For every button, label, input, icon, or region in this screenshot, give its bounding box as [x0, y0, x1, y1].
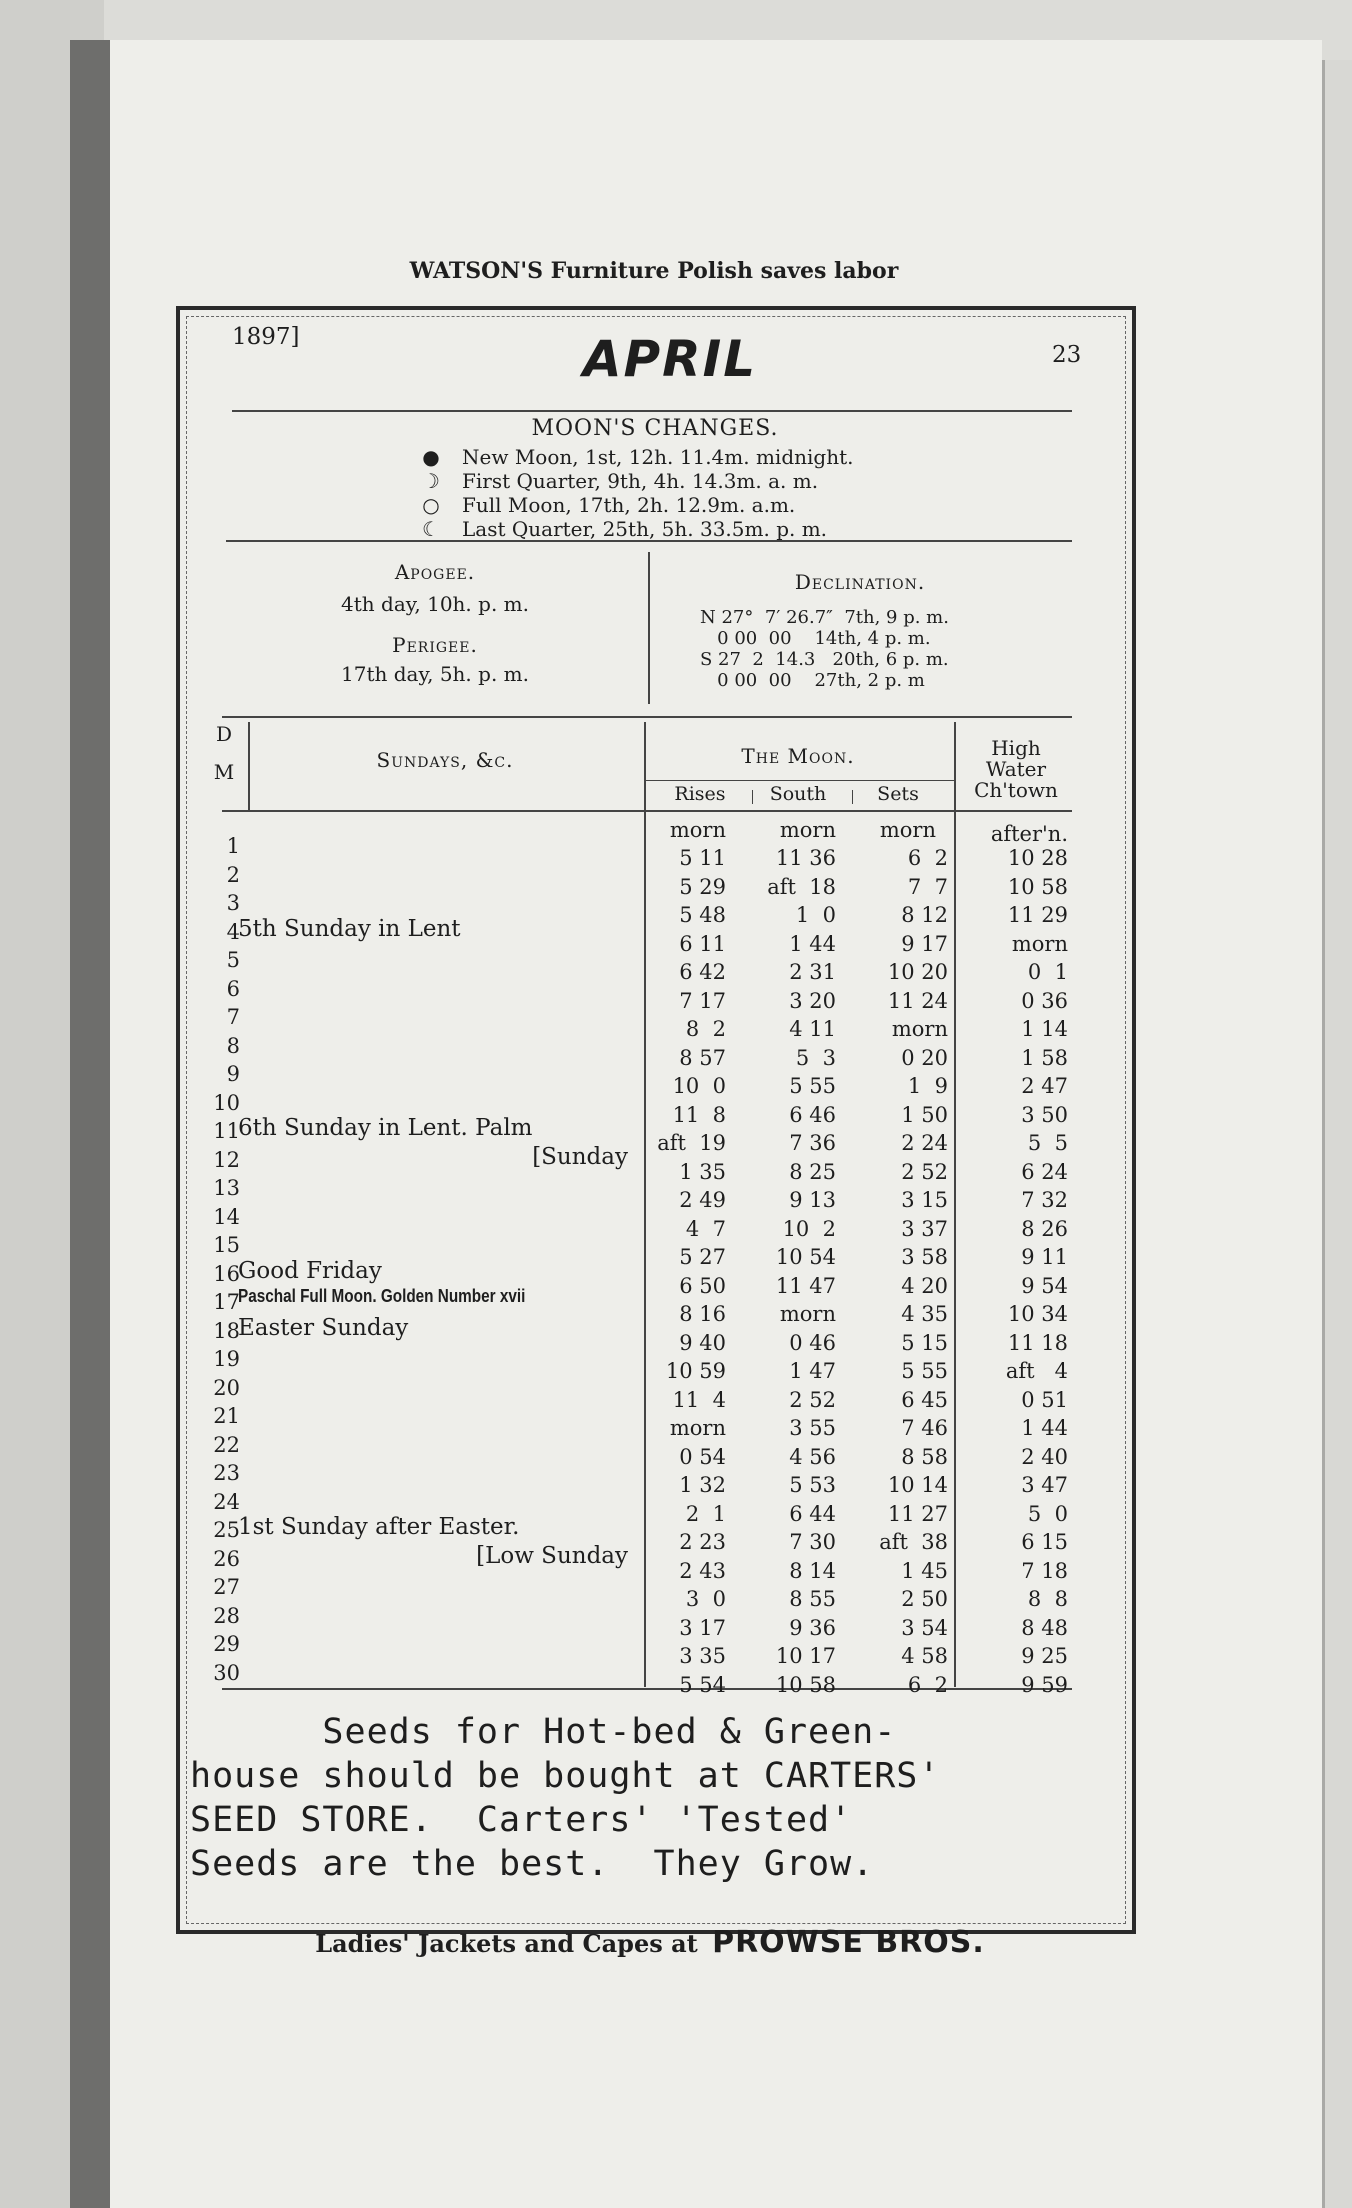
- book-spine: [70, 40, 110, 2208]
- moon-south-cell: 10 17: [775, 1644, 836, 1668]
- high-water-cell: 6 24: [1021, 1159, 1068, 1184]
- high-water-cell: 8 26: [1021, 1216, 1068, 1241]
- seeds-advertisement: [190, 1710, 1120, 1886]
- sundays-column-rule: [644, 722, 646, 1687]
- day-number: 3: [226, 891, 240, 915]
- year-label: 1897]: [232, 324, 300, 350]
- moon-rises-cell: 8 2: [685, 1017, 726, 1041]
- header-high-water-line2: Water: [985, 757, 1047, 781]
- moon-south-cell: 10 58: [775, 1672, 836, 1697]
- day-number: 28: [213, 1603, 240, 1628]
- apogee-title: Apogee.: [394, 560, 476, 584]
- high-water-cell: 1 58: [1021, 1045, 1068, 1070]
- day-number: 21: [213, 1404, 240, 1428]
- moon-sets-cell: 3 54: [901, 1615, 948, 1640]
- page-number: 23: [1052, 342, 1082, 368]
- moon-rises-cell: 2 23: [679, 1530, 726, 1554]
- moon-sets-cell: 1 45: [901, 1558, 948, 1583]
- high-water-cell: 8 48: [1021, 1615, 1068, 1640]
- moon-phase-icon: ☽: [422, 469, 440, 493]
- moon-phase-icon: ●: [422, 445, 440, 469]
- moon-south-cell: 10 54: [775, 1245, 836, 1269]
- sunday-note: Good Friday: [238, 1257, 382, 1284]
- moon-south-cell: morn: [779, 1302, 836, 1326]
- moon-south-cell: 1 0: [795, 903, 836, 927]
- moon-divider: [226, 540, 1072, 542]
- moon-sets-cell: 7 7: [907, 874, 948, 899]
- high-water-cell: 9 25: [1021, 1644, 1068, 1668]
- moon-south-cell: 0 46: [789, 1330, 836, 1355]
- sunday-note: 5th Sunday in Lent: [238, 915, 461, 942]
- moon-column-rule: [954, 722, 956, 1687]
- declination-title: Declination.: [794, 570, 926, 594]
- month-title: APRIL: [582, 330, 758, 388]
- moon-rises-cell: 3 0: [685, 1587, 726, 1611]
- dm-column-rule-header: [248, 722, 250, 812]
- high-water-cell: 0 1: [1027, 960, 1068, 984]
- high-water-cell: 10 28: [1007, 846, 1068, 870]
- moon-south-cell: 3 20: [789, 988, 836, 1013]
- sunday-note: 6th Sunday in Lent. Palm: [238, 1115, 533, 1141]
- high-water-cell: 8 8: [1027, 1587, 1068, 1611]
- moon-sets-cell: 2 24: [901, 1131, 948, 1155]
- high-water-cell: 6 15: [1021, 1530, 1068, 1554]
- page-right-edge: [1322, 60, 1352, 2208]
- moon-rises-cell: 9 40: [679, 1330, 726, 1355]
- moon-sets-cell: 10 20: [887, 960, 948, 984]
- day-number: 7: [226, 1005, 240, 1029]
- moon-south-cell: 5 55: [789, 1074, 836, 1098]
- moon-rises-cell: 10 0: [672, 1074, 726, 1098]
- header-rises: Rises: [674, 783, 726, 805]
- moon-rises-cell: 6 42: [679, 960, 726, 984]
- bottom-advertisement: [200, 1925, 1100, 1960]
- day-number: 12: [213, 1147, 240, 1172]
- day-number: 9: [226, 1062, 240, 1086]
- moon-sets-cell: 7 46: [901, 1416, 948, 1440]
- moon-south-cell: 4 11: [789, 1017, 836, 1041]
- moon-subheader-divider: [646, 780, 954, 781]
- moon-change-text: First Quarter, 9th, 4h. 14.3m. a. m.: [462, 469, 819, 493]
- moon-rises-cell: 1 32: [679, 1473, 726, 1497]
- moon-south-cell: 10 2: [782, 1216, 836, 1241]
- day-number: 25: [213, 1518, 240, 1542]
- south-sets-rule: [852, 790, 853, 804]
- moon-change-row: [418, 446, 853, 468]
- moon-change-text: Last Quarter, 25th, 5h. 33.5m. p. m.: [462, 517, 828, 541]
- day-number: 17: [213, 1290, 240, 1314]
- sunday-note: [Sunday: [532, 1143, 628, 1170]
- high-water-cell: 9 59: [1021, 1672, 1068, 1697]
- bottom-ad-brand: PROWSE BROS.: [712, 1925, 985, 1960]
- high-water-cell: 9 11: [1021, 1245, 1068, 1269]
- header-the-moon: The Moon.: [741, 744, 855, 768]
- moon-sets-cell: 3 15: [901, 1188, 948, 1212]
- high-water-cell: 3 50: [1021, 1102, 1068, 1127]
- moon-sets-cell: 8 58: [901, 1444, 948, 1469]
- perigee-value: 17th day, 5h. p. m.: [341, 662, 529, 686]
- moon-rises-cell: 6 50: [679, 1273, 726, 1298]
- header-sundays: Sundays, &c.: [376, 748, 514, 772]
- moon-change-text: Full Moon, 17th, 2h. 12.9m. a.m.: [462, 493, 796, 517]
- high-water-cell: 1 14: [1021, 1017, 1068, 1041]
- header-high-water: [956, 738, 1076, 801]
- moon-sets-cell: 2 52: [901, 1159, 948, 1184]
- moon-phase-icon: ☾: [422, 517, 440, 541]
- high-water-cell: aft 4: [1005, 1359, 1068, 1383]
- seeds-ad-line: SEED STORE. Carters' 'Tested': [190, 1800, 853, 1840]
- moon-south-cell: 1 47: [789, 1359, 836, 1383]
- day-number: 10: [213, 1090, 240, 1115]
- moon-south-cell: 1 44: [789, 931, 836, 956]
- moon-south-cell: aft 18: [767, 874, 836, 899]
- moon-sets-cell: 4 35: [901, 1302, 948, 1326]
- seeds-ad-line: Seeds for Hot-bed & Green-: [190, 1712, 897, 1752]
- first-row-sets: morn: [879, 818, 936, 842]
- high-water-cell: 1 44: [1021, 1416, 1068, 1440]
- day-number: 16: [213, 1261, 240, 1286]
- moon-change-row: [418, 518, 827, 540]
- sunday-note: Paschal Full Moon. Golden Number xvii: [238, 1286, 526, 1306]
- high-water-cell: 10 58: [1007, 874, 1068, 899]
- moon-sets-cell: 9 17: [901, 931, 948, 956]
- moon-south-cell: 5 53: [789, 1473, 836, 1497]
- moon-sets-cell: 6 45: [901, 1387, 948, 1412]
- header-sets: Sets: [877, 783, 919, 805]
- header-high-water-line3: Ch'town: [974, 778, 1058, 802]
- high-water-cell: 9 54: [1021, 1273, 1068, 1298]
- moon-sets-cell: aft 38: [879, 1530, 948, 1554]
- day-number: 8: [226, 1033, 240, 1058]
- moon-rises-cell: 4 7: [685, 1216, 726, 1241]
- perigee-title: Perigee.: [392, 633, 478, 657]
- moon-south-cell: 7 30: [789, 1530, 836, 1554]
- moon-rises-cell: 11 8: [672, 1102, 726, 1127]
- moon-sets-cell: 4 58: [901, 1644, 948, 1668]
- high-water-cell: 5 5: [1027, 1131, 1068, 1155]
- bottom-ad-text: Ladies' Jackets and Capes at: [315, 1929, 698, 1958]
- first-row-south: morn: [779, 818, 836, 842]
- declination-row: N 27° 7′ 26.7″ 7th, 9 p. m.: [700, 607, 949, 628]
- moon-rises-cell: 3 35: [679, 1644, 726, 1668]
- day-number: 19: [213, 1347, 240, 1371]
- high-water-cell: 2 40: [1021, 1444, 1068, 1469]
- moon-sets-cell: 1 9: [907, 1074, 948, 1098]
- moon-sets-cell: 11 27: [887, 1501, 948, 1526]
- apogee-value: 4th day, 10h. p. m.: [341, 592, 529, 616]
- day-number: 5: [226, 948, 240, 972]
- declination-row: 0 00 00 14th, 4 p. m.: [700, 628, 931, 649]
- day-number: 30: [213, 1660, 240, 1685]
- header-high-water-line1: High: [991, 736, 1041, 760]
- day-number: 26: [213, 1546, 240, 1571]
- moon-rises-cell: 2 43: [679, 1558, 726, 1583]
- moon-sets-cell: 10 14: [887, 1473, 948, 1497]
- day-number: 22: [213, 1432, 240, 1457]
- moon-south-cell: 7 36: [789, 1131, 836, 1155]
- day-number: 15: [213, 1233, 240, 1257]
- moon-south-cell: 3 55: [789, 1416, 836, 1440]
- moon-sets-cell: 5 15: [901, 1330, 948, 1355]
- moon-south-cell: 9 13: [789, 1188, 836, 1212]
- moon-south-cell: 2 52: [789, 1387, 836, 1412]
- moon-south-cell: 11 36: [775, 846, 836, 870]
- moon-south-cell: 2 31: [789, 960, 836, 984]
- day-number: 24: [213, 1489, 240, 1514]
- high-water-cell: 11 18: [1007, 1330, 1068, 1355]
- day-number: 2: [226, 862, 240, 887]
- moon-south-cell: 8 14: [789, 1558, 836, 1583]
- day-number: 14: [213, 1204, 240, 1229]
- day-number: 1: [226, 834, 240, 858]
- moon-sets-cell: 6 2: [907, 1672, 948, 1697]
- seeds-ad-line: house should be bought at CARTERS': [190, 1756, 941, 1796]
- moon-sets-cell: morn: [891, 1017, 948, 1041]
- moon-south-cell: 9 36: [789, 1615, 836, 1640]
- moon-sets-cell: 0 20: [901, 1045, 948, 1070]
- moon-phase-icon: ○: [422, 493, 440, 517]
- high-water-cell: 0 36: [1021, 988, 1068, 1013]
- apogee-declination-divider: [648, 552, 650, 704]
- moon-changes-title: MOON'S CHANGES.: [531, 416, 779, 441]
- high-water-cell: 3 47: [1021, 1473, 1068, 1497]
- high-water-cell: 10 34: [1007, 1302, 1068, 1326]
- moon-south-cell: 4 56: [789, 1444, 836, 1469]
- day-number: 23: [213, 1461, 240, 1485]
- rises-south-rule: [752, 790, 753, 804]
- moon-sets-cell: 11 24: [887, 988, 948, 1013]
- high-water-cell: 11 29: [1007, 903, 1068, 927]
- moon-rises-cell: 8 16: [679, 1302, 726, 1326]
- sunday-note: [Low Sunday: [476, 1542, 628, 1569]
- moon-change-row: [418, 494, 795, 516]
- moon-south-cell: 6 44: [789, 1501, 836, 1526]
- high-water-cell: 0 51: [1021, 1387, 1068, 1412]
- moon-rises-cell: 5 54: [679, 1672, 726, 1697]
- day-number: 6: [226, 976, 240, 1001]
- moon-rises-cell: 11 4: [672, 1387, 726, 1412]
- moon-rises-cell: 1 35: [679, 1159, 726, 1184]
- declination-divider: [222, 716, 1072, 718]
- day-number: 4: [226, 919, 240, 944]
- moon-change-row: [418, 470, 818, 492]
- header-south: South: [769, 783, 827, 805]
- moon-rises-cell: morn: [669, 1416, 726, 1440]
- moon-sets-cell: 3 58: [901, 1245, 948, 1269]
- moon-rises-cell: 5 27: [679, 1245, 726, 1269]
- moon-sets-cell: 8 12: [901, 903, 948, 927]
- moon-rises-cell: 2 49: [679, 1188, 726, 1212]
- sunday-note: Easter Sunday: [238, 1314, 409, 1341]
- high-water-cell: 7 32: [1021, 1188, 1068, 1212]
- sunday-note: 1st Sunday after Easter.: [238, 1514, 520, 1540]
- moon-sets-cell: 4 20: [901, 1273, 948, 1298]
- declination-row: 0 00 00 27th, 2 p. m: [700, 670, 925, 691]
- first-row-rises: morn: [669, 818, 726, 842]
- high-water-cell: 5 0: [1027, 1501, 1068, 1526]
- moon-sets-cell: 5 55: [901, 1359, 948, 1383]
- moon-south-cell: 6 46: [789, 1102, 836, 1127]
- moon-south-cell: 5 3: [795, 1045, 836, 1070]
- moon-sets-cell: 2 50: [901, 1587, 948, 1611]
- seeds-ad-line: Seeds are the best. They Grow.: [190, 1844, 875, 1884]
- moon-rises-cell: 5 11: [679, 846, 726, 870]
- header-divider: [232, 410, 1072, 412]
- moon-south-cell: 11 47: [775, 1273, 836, 1298]
- moon-rises-cell: 8 57: [679, 1045, 726, 1070]
- declination-row: S 27 2 14.3 20th, 6 p. m.: [700, 649, 949, 670]
- moon-sets-cell: 3 37: [901, 1216, 948, 1241]
- top-advertisement: WATSON'S Furniture Polish saves labor: [409, 258, 899, 284]
- high-water-cell: 2 47: [1021, 1074, 1068, 1098]
- day-number: 20: [213, 1375, 240, 1400]
- moon-rises-cell: aft 19: [657, 1131, 726, 1155]
- day-number: 11: [213, 1119, 240, 1143]
- high-water-cell: morn: [1011, 931, 1068, 956]
- high-water-cell: 7 18: [1021, 1558, 1068, 1583]
- moon-rises-cell: 3 17: [679, 1615, 726, 1640]
- day-number: 13: [213, 1176, 240, 1200]
- day-number: 29: [213, 1632, 240, 1656]
- moon-rises-cell: 2 1: [685, 1501, 726, 1526]
- moon-rises-cell: 6 11: [679, 931, 726, 956]
- moon-rises-cell: 10 59: [665, 1359, 726, 1383]
- moon-south-cell: 8 25: [789, 1159, 836, 1184]
- day-number: 18: [213, 1318, 240, 1343]
- moon-rises-cell: 7 17: [679, 988, 726, 1013]
- moon-sets-cell: 1 50: [901, 1102, 948, 1127]
- header-month: M: [213, 760, 235, 784]
- moon-rises-cell: 5 48: [679, 903, 726, 927]
- moon-change-text: New Moon, 1st, 12h. 11.4m. midnight.: [462, 445, 854, 469]
- table-header-divider: [222, 810, 1072, 812]
- moon-rises-cell: 5 29: [679, 874, 726, 899]
- day-number: 27: [213, 1575, 240, 1599]
- first-row-high-water: after'n.: [990, 822, 1068, 846]
- header-day: D: [215, 722, 233, 746]
- moon-rises-cell: 0 54: [679, 1444, 726, 1469]
- moon-south-cell: 8 55: [789, 1587, 836, 1611]
- moon-sets-cell: 6 2: [907, 846, 948, 870]
